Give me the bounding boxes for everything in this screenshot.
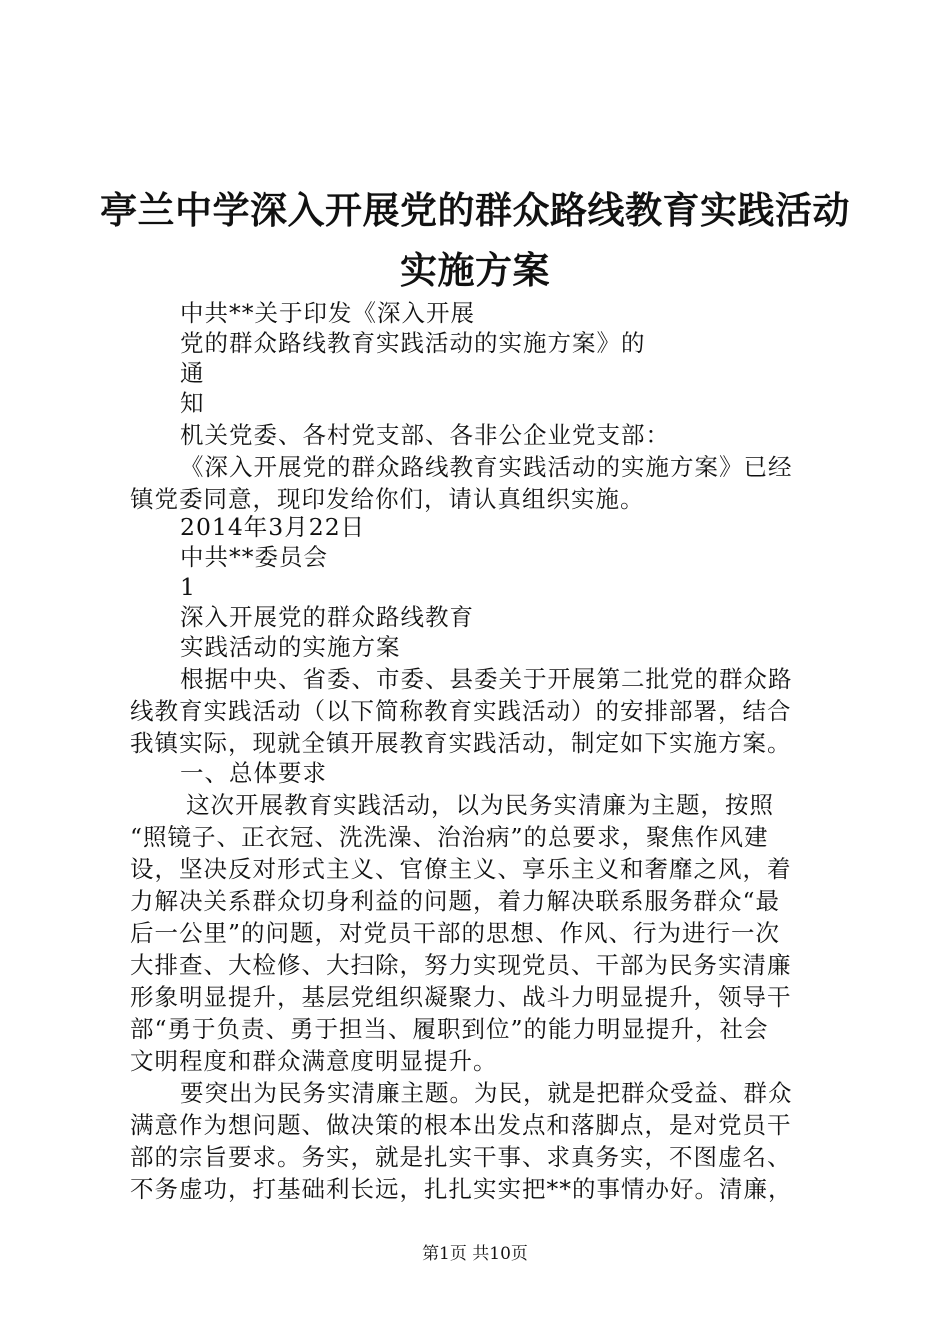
notice-date: 2014年3月22日	[180, 513, 366, 541]
paragraph-3-line-1: 要突出为民务实清廉主题。为民，就是把群众受益、群众	[180, 1079, 793, 1107]
paragraph-2-line-3: 设，坚决反对形式主义、官僚主义、享乐主义和奢靡之风，着	[130, 855, 792, 883]
paragraph-1-line-1: 根据中央、省委、市委、县委关于开展第二批党的群众路	[180, 665, 793, 693]
paragraph-3-line-2: 满意作为想问题、做决策的根本出发点和落脚点，是对党员干	[130, 1111, 792, 1139]
paragraph-2-line-5: 后一公里”的问题，对党员干部的思想、作风、行为进行一次	[130, 919, 781, 947]
section-heading: 一、总体要求	[180, 759, 327, 787]
paragraph-2-line-1: 这次开展教育实践活动，以为民务实清廉为主题，按照	[186, 791, 774, 819]
paragraph-2-line-2: “照镜子、正衣冠、洗洗澡、治治病”的总要求，聚焦作风建	[130, 823, 769, 851]
notice-body-line-2: 镇党委同意，现印发给你们，请认真组织实施。	[130, 485, 645, 513]
plan-heading-line-2: 实践活动的实施方案	[180, 633, 401, 661]
document-title-line-1: 亭兰中学深入开展党的群众路线教育实践活动	[100, 188, 850, 232]
notice-body-line-1: 《深入开展党的群众路线教育实践活动的实施方案》已经	[180, 453, 793, 481]
page-marker: 1	[180, 573, 196, 601]
paragraph-2-line-8: 部“勇于负责、勇于担当、履职到位”的能力明显提升，社会	[130, 1015, 769, 1043]
notice-heading-line-3: 通	[180, 359, 205, 387]
paragraph-2-line-4: 力解决关系群众切身利益的问题，着力解决联系服务群众“最	[130, 887, 781, 915]
plan-heading-line-1: 深入开展党的群众路线教育	[180, 603, 474, 631]
page-footer: 第1页 共10页	[422, 1244, 528, 1264]
paragraph-3-line-3: 部的宗旨要求。务实，就是扎实干事、求真务实，不图虚名、	[130, 1143, 792, 1171]
notice-heading-line-1: 中共**关于印发《深入开展	[180, 299, 475, 327]
notice-signature: 中共**委员会	[180, 543, 328, 571]
notice-heading-line-4: 知	[180, 389, 205, 417]
paragraph-1-line-3: 我镇实际，现就全镇开展教育实践活动，制定如下实施方案。	[130, 729, 792, 757]
paragraph-2-line-6: 大排查、大检修、大扫除，努力实现党员、干部为民务实清廉	[130, 951, 792, 979]
paragraph-1-line-2: 线教育实践活动（以下简称教育实践活动）的安排部署，结合	[130, 697, 792, 725]
paragraph-2-line-7: 形象明显提升，基层党组织凝聚力、战斗力明显提升，领导干	[130, 983, 792, 1011]
paragraph-3-line-4: 不务虚功，打基础利长远，扎扎实实把**的事情办好。清廉，	[130, 1175, 793, 1203]
notice-heading-line-2: 党的群众路线教育实践活动的实施方案》的	[180, 329, 646, 357]
document-title-line-2: 实施方案	[400, 248, 550, 292]
paragraph-2-line-9: 文明程度和群众满意度明显提升。	[130, 1047, 498, 1075]
notice-recipients: 机关党委、各村党支部、各非公企业党支部：	[180, 421, 670, 449]
